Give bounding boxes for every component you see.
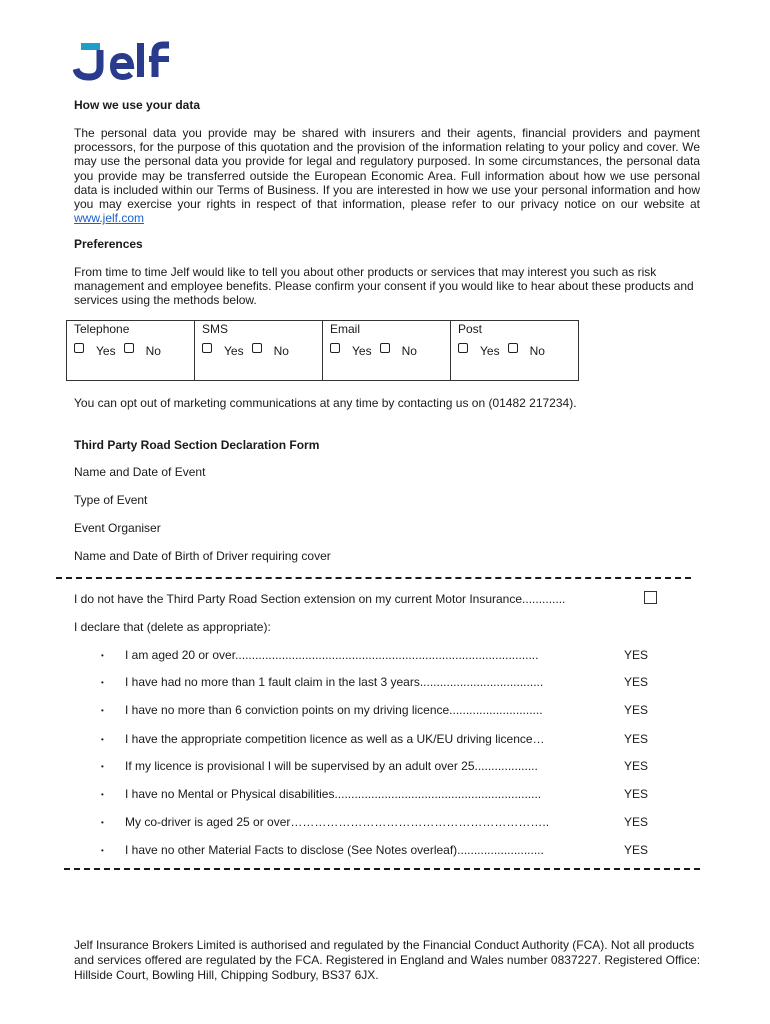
top-dashed-divider: [56, 577, 691, 579]
declaration-item: I have no other Material Facts to disclose (See Notes overleaf)..........................: [125, 843, 544, 857]
bottom-dashed-divider: [64, 868, 700, 870]
declaration-answer-6[interactable]: YES: [624, 787, 649, 801]
bullet-4: •: [101, 735, 104, 744]
sms-no-label: No: [273, 344, 289, 358]
pref-sms-label: SMS: [202, 322, 229, 336]
field-event-type[interactable]: Type of Event: [74, 493, 148, 507]
telephone-no-checkbox[interactable]: [124, 343, 134, 353]
jelf-logo-mark: [73, 41, 183, 83]
declaration-title: Third Party Road Section Declaration Form: [74, 438, 320, 452]
declaration-answer-7[interactable]: YES: [624, 815, 649, 829]
declaration-item: I am aged 20 or over...........................................................................................: [125, 648, 539, 662]
sms-yes-label: Yes: [224, 344, 244, 358]
telephone-no-label: No: [145, 344, 161, 358]
post-no-checkbox[interactable]: [508, 343, 518, 353]
contact-preferences-table: [66, 320, 579, 381]
declaration-item: If my licence is provisional I will be supervised by an adult over 25...................: [125, 759, 538, 773]
email-yes-label: Yes: [352, 344, 372, 358]
preferences-body: From time to time Jelf would like to tell you about other products or services that may interest you such as risk management and employee benefits. Please confirm your consent if you would like to hear about these products and services using the methods below.: [74, 265, 694, 308]
declaration-item: I have the appropriate competition licence as well as a UK/EU driving licence…: [125, 732, 545, 746]
bullet-7: •: [101, 818, 104, 827]
declaration-answer-1[interactable]: YES: [624, 648, 649, 662]
declaration-item: I have no more than 6 conviction points on my driving licence............................: [125, 703, 543, 717]
bullet-8: •: [101, 846, 104, 855]
email-no-checkbox[interactable]: [380, 343, 390, 353]
bullet-1: •: [101, 651, 104, 660]
post-yes-checkbox[interactable]: [458, 343, 468, 353]
declaration-item: I have no Mental or Physical disabilities..............................................................: [125, 787, 542, 801]
pref-cell-post: [451, 321, 579, 381]
website-link[interactable]: www.jelf.com: [74, 211, 145, 226]
pref-cell-sms: [195, 321, 323, 381]
data-section-heading: How we use your data: [74, 98, 201, 112]
regulatory-footer: Jelf Insurance Brokers Limited is authorised and regulated by the Financial Conduct Authority (FCA). Not all products and services offered are regulated by the FCA. Registered in England and Wales number 0837227. Registered Office: Hillside Court, Bowling Hill, Chipping Sodbury, BS37 6JX.: [74, 938, 701, 982]
preferences-heading: Preferences: [74, 237, 143, 251]
pref-cell-telephone: [67, 321, 195, 381]
telephone-yes-checkbox[interactable]: [74, 343, 84, 353]
declaration-answer-8[interactable]: YES: [624, 843, 649, 857]
sms-yes-checkbox[interactable]: [202, 343, 212, 353]
declare-intro: I declare that (delete as appropriate):: [74, 620, 271, 634]
data-section-text: The personal data you provide may be shared with insurers and their agents, financial providers and payment processors, for the purpose of this quotation and the provision of the information relating to your policy and cover. We may use the personal data you provide for legal and regulatory purposed. In some circumstances, the personal data you provide may be transferred outside the European Economic Area. Full information about how we use personal data is included within our Terms of Business. If you are interested in how we use your personal information and how you may exercise your rights in respect of that information, please refer to our privacy notice on our website at: [74, 126, 700, 212]
telephone-yes-label: Yes: [96, 344, 116, 358]
pref-post-label: Post: [458, 322, 483, 336]
declaration-answer-2[interactable]: YES: [624, 675, 649, 689]
opt-out-text: You can opt out of marketing communications at any time by contacting us on (01482 217234).: [74, 396, 577, 410]
declaration-item: I have had no more than 1 fault claim in the last 3 years.....................................: [125, 675, 544, 689]
data-section-body: [74, 126, 700, 225]
post-yes-label: Yes: [480, 344, 500, 358]
no-extension-checkbox[interactable]: [644, 591, 657, 604]
email-no-label: No: [401, 344, 417, 358]
bullet-2: •: [101, 678, 104, 687]
field-event-organiser[interactable]: Event Organiser: [74, 521, 161, 535]
post-no-label: No: [529, 344, 545, 358]
field-event-name-date[interactable]: Name and Date of Event: [74, 465, 206, 479]
declaration-answer-4[interactable]: YES: [624, 732, 649, 746]
declaration-answer-5[interactable]: YES: [624, 759, 649, 773]
declaration-item: My co-driver is aged 25 or over………………………………………………………..: [125, 815, 550, 829]
no-extension-statement: I do not have the Third Party Road Section extension on my current Motor Insurance.............: [74, 592, 566, 606]
email-yes-checkbox[interactable]: [330, 343, 340, 353]
bullet-6: •: [101, 790, 104, 799]
field-driver-name-dob[interactable]: Name and Date of Birth of Driver requiring cover: [74, 549, 331, 563]
pref-email-label: Email: [330, 322, 361, 336]
declaration-answer-3[interactable]: YES: [624, 703, 649, 717]
bullet-5: •: [101, 762, 104, 771]
pref-cell-email: [323, 321, 451, 381]
bullet-3: •: [101, 706, 104, 715]
pref-telephone-label: Telephone: [74, 322, 130, 336]
sms-no-checkbox[interactable]: [252, 343, 262, 353]
jelf-logo: [73, 41, 183, 83]
